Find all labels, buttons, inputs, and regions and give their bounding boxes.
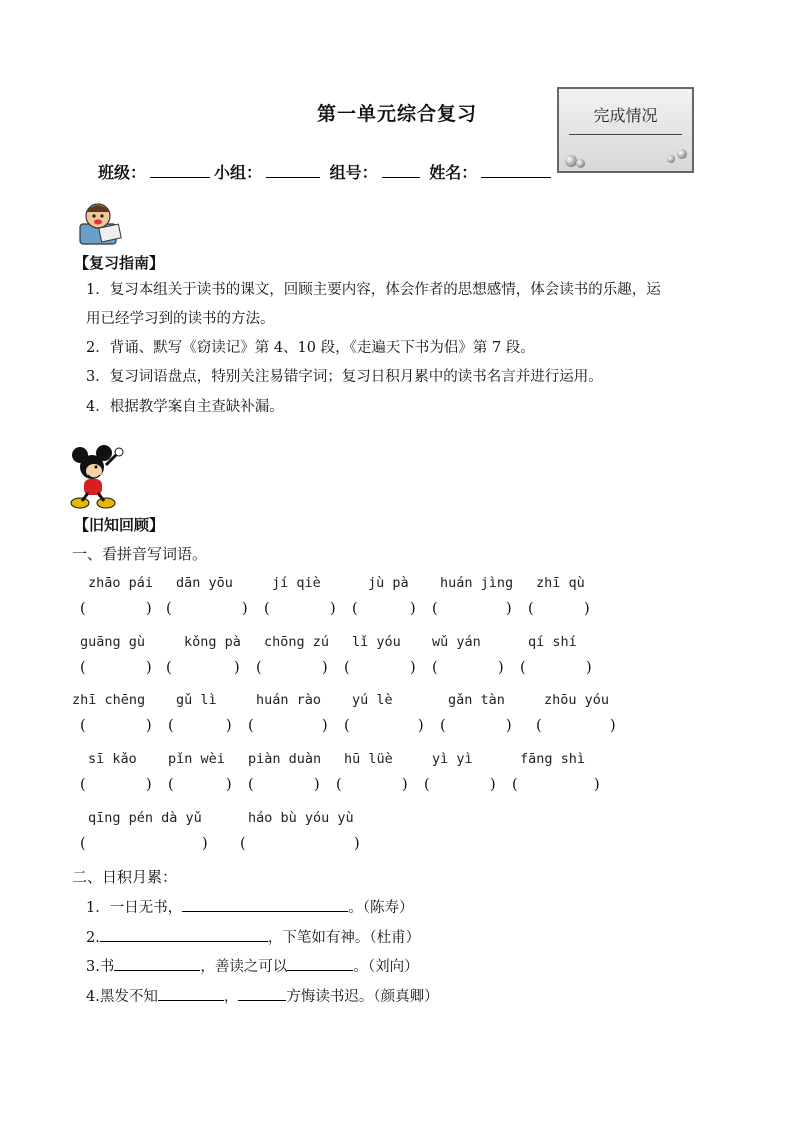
pinyin-4-2: pǐn wèi <box>168 751 225 767</box>
pinyin-1-2: dān yōu <box>176 575 233 591</box>
guide-item-1: 1．复习本组关于读书的课文，回顾主要内容，体会作者的思想感情，体会读书的乐趣，运 <box>86 282 661 298</box>
accum-item-1 <box>86 896 413 917</box>
accum-blank[interactable] <box>100 927 268 942</box>
group-field[interactable] <box>266 161 320 178</box>
pinyin-4-5: yì yì <box>432 751 473 767</box>
paren-close: ) <box>594 777 600 793</box>
paren-close: ) <box>354 836 360 852</box>
pinyin-1-4: jù pà <box>368 575 409 591</box>
paren-close: ) <box>506 718 512 734</box>
accum-text: 1．一日无书， <box>86 900 183 916</box>
paren-open: ( <box>512 777 518 793</box>
paren-open: ( <box>166 601 172 617</box>
paren-close: ) <box>226 777 232 793</box>
class-label: 班级： <box>98 163 147 182</box>
pinyin-4-3: piàn duàn <box>248 751 322 767</box>
paren-open: ( <box>80 601 86 617</box>
group-no-field[interactable] <box>382 161 420 178</box>
accum-text: 。（陈寿） <box>348 900 414 916</box>
paren-open: ( <box>520 660 526 676</box>
part1-title: 一、看拼音写词语。 <box>72 545 208 563</box>
pinyin-2-1: guāng gù <box>80 634 146 650</box>
pinyin-2-2: kǒng pà <box>184 634 241 650</box>
pinyin-1-6: zhī qù <box>536 575 585 591</box>
paren-close: ) <box>146 718 152 734</box>
pinyin-1-1: zhāo pái <box>88 575 154 591</box>
paren-close: ) <box>330 601 336 617</box>
accum-text: ，下笔如有神。（杜甫） <box>267 930 421 946</box>
paren-open: ( <box>536 718 542 734</box>
decor-dot <box>565 155 577 167</box>
class-field[interactable] <box>150 161 210 178</box>
accum-blank[interactable] <box>182 897 348 912</box>
paren-open: ( <box>344 718 350 734</box>
pinyin-4-4: hū lüè <box>344 751 393 767</box>
accum-text: 方悔读书迟。（颜真卿） <box>286 989 439 1005</box>
guide-item-1-cont: 用已经学习到的读书的方法。 <box>86 311 275 327</box>
pinyin-4-6: fāng shì <box>520 751 586 767</box>
decor-dot <box>677 149 687 159</box>
paren-close: ) <box>410 660 416 676</box>
part2-title: 二、日积月累： <box>72 868 178 886</box>
name-field[interactable] <box>481 161 551 178</box>
paren-close: ) <box>322 660 328 676</box>
paren-open: ( <box>432 601 438 617</box>
paren-open: ( <box>168 718 174 734</box>
group-no-label: 组号： <box>329 163 378 182</box>
guide-item-4: 4．根据教学案自主查缺补漏。 <box>86 399 284 415</box>
answer-row-5 <box>80 836 380 856</box>
pinyin-3-4: yú lè <box>352 692 393 708</box>
paren-close: ) <box>226 718 232 734</box>
paren-close: ) <box>314 777 320 793</box>
paren-close: ) <box>402 777 408 793</box>
accum-text: ，善读之可以 <box>200 959 288 975</box>
pinyin-2-6: qí shí <box>528 634 577 650</box>
paren-open: ( <box>440 718 446 734</box>
paren-open: ( <box>166 660 172 676</box>
pinyin-1-5: huán jìng <box>440 575 514 591</box>
pinyin-3-6: zhōu yóu <box>544 692 610 708</box>
accum-text: 。（刘向） <box>353 959 419 975</box>
accum-text: 4.黑发不知 <box>86 989 158 1005</box>
accum-item-2 <box>86 926 420 947</box>
paren-open: ( <box>352 601 358 617</box>
paren-close: ) <box>610 718 616 734</box>
paren-open: ( <box>528 601 534 617</box>
guide-heading: 【复习指南】 <box>74 254 165 272</box>
accum-item-4 <box>86 985 439 1006</box>
accum-blank[interactable] <box>287 956 353 971</box>
paren-close: ) <box>234 660 240 676</box>
paren-close: ) <box>146 777 152 793</box>
accum-item-3 <box>86 955 419 976</box>
pinyin-3-5: gǎn tàn <box>448 692 505 708</box>
pinyin-3-1: zhī chēng <box>72 692 146 708</box>
pinyin-2-5: wǔ yán <box>432 634 481 650</box>
paren-close: ) <box>498 660 504 676</box>
paren-close: ) <box>490 777 496 793</box>
paren-open: ( <box>80 718 86 734</box>
name-label: 姓名： <box>429 163 478 182</box>
pinyin-3-3: huán rào <box>256 692 322 708</box>
pinyin-5-2: háo bù yóu yù <box>248 810 354 826</box>
answer-row-2 <box>80 660 600 680</box>
paren-close: ) <box>202 836 208 852</box>
pinyin-5-1: qīng pén dà yǔ <box>88 810 202 826</box>
accum-text: 2. <box>86 930 100 946</box>
paren-close: ) <box>418 718 424 734</box>
guide-item-2: 2．背诵、默写《窃读记》第 4、10 段，《走遍天下书为侣》第 7 段。 <box>86 340 535 356</box>
paren-close: ) <box>506 601 512 617</box>
paren-open: ( <box>256 660 262 676</box>
answer-row-4 <box>80 777 600 797</box>
paren-open: ( <box>344 660 350 676</box>
paren-close: ) <box>584 601 590 617</box>
paren-open: ( <box>248 718 254 734</box>
paren-close: ) <box>146 660 152 676</box>
completion-badge <box>557 87 694 173</box>
mickey-mouse-icon <box>70 445 126 511</box>
accum-blank[interactable] <box>114 956 200 971</box>
accum-text: 3.书 <box>86 959 115 975</box>
paren-close: ) <box>410 601 416 617</box>
paren-open: ( <box>80 836 86 852</box>
accum-blank[interactable] <box>158 986 224 1001</box>
reading-student-icon <box>76 198 126 248</box>
answer-row-3 <box>80 718 620 738</box>
paren-close: ) <box>586 660 592 676</box>
decor-dot <box>667 155 675 163</box>
paren-open: ( <box>168 777 174 793</box>
paren-open: ( <box>240 836 246 852</box>
answer-row-1 <box>80 601 600 621</box>
paren-open: ( <box>264 601 270 617</box>
paren-close: ) <box>146 601 152 617</box>
badge-label: 完成情况 <box>569 96 682 135</box>
paren-close: ) <box>322 718 328 734</box>
decor-dot <box>576 159 585 168</box>
accum-blank[interactable] <box>238 986 286 1001</box>
pinyin-4-1: sī kǎo <box>88 751 137 767</box>
group-label: 小组： <box>214 163 263 182</box>
paren-open: ( <box>336 777 342 793</box>
pinyin-3-2: gǔ lì <box>176 692 217 708</box>
pinyin-2-3: chōng zú <box>264 634 330 650</box>
paren-open: ( <box>248 777 254 793</box>
accum-text: ， <box>223 989 239 1005</box>
paren-open: ( <box>424 777 430 793</box>
paren-open: ( <box>80 777 86 793</box>
paren-open: ( <box>80 660 86 676</box>
page-title: 第一单元综合复习 <box>316 103 477 125</box>
student-info <box>98 160 555 183</box>
paren-open: ( <box>432 660 438 676</box>
pinyin-2-4: lǐ yóu <box>352 634 401 650</box>
guide-item-3: 3．复习词语盘点，特别关注易错字词；复习日积月累中的读书名言并进行运用。 <box>86 369 603 385</box>
pinyin-1-3: jí qiè <box>272 575 321 591</box>
paren-close: ) <box>242 601 248 617</box>
review-heading: 【旧知回顾】 <box>74 516 165 534</box>
